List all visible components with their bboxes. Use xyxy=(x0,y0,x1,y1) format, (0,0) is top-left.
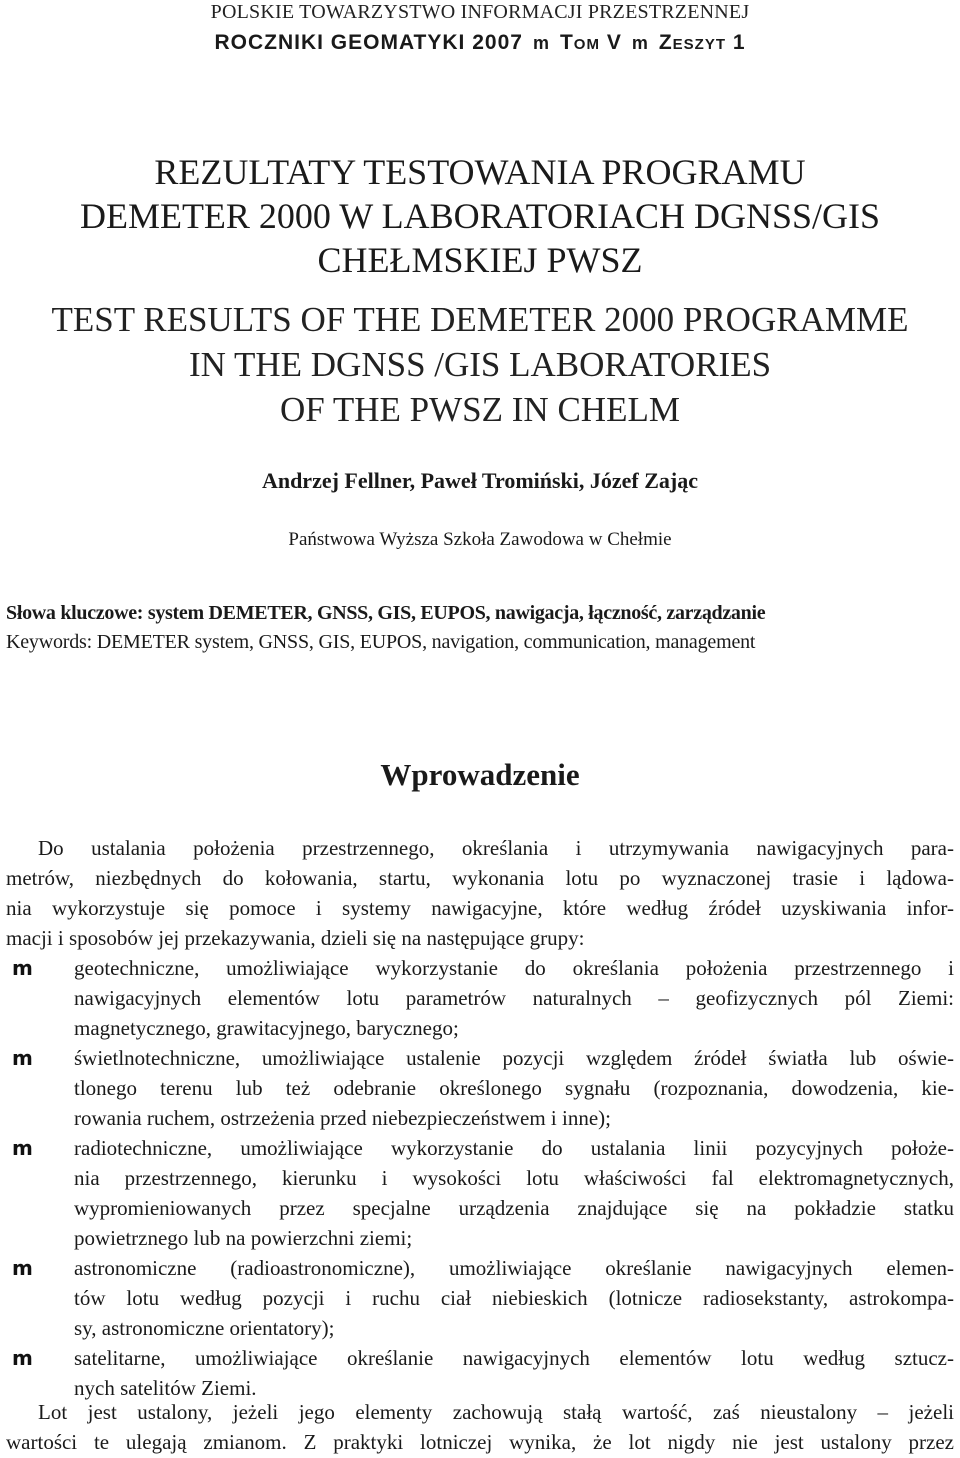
list-item-line: astronomiczne (radioastronomiczne), umożliwiające określanie nawigacyjnych elemen- xyxy=(74,1256,954,1280)
list-item-line: powietrznego lub na powierzchni ziemi; xyxy=(74,1226,413,1250)
list-item-line: rowania ruchem, ostrzeżenia przed niebezpieczeństwem i inne); xyxy=(74,1106,611,1130)
list-item-line: wypromieniowanych przez specjalne urządzenia znajdujące się na pokładzie statku xyxy=(74,1196,954,1220)
title-english xyxy=(0,297,960,432)
list-item-line: geotechniczne, umożliwiające wykorzystanie do określania położenia przestrzennego i xyxy=(74,956,954,980)
bullet-list xyxy=(6,953,954,1403)
list-item-line: tów lotu według pozycji i ruchu ciał niebieskich (lotnicze radiosekstanty, astrokompa- xyxy=(74,1286,954,1310)
separator-bullet-icon: m xyxy=(631,33,649,53)
list-item xyxy=(6,1133,954,1253)
bullet-icon: m xyxy=(12,956,33,980)
closing-paragraph xyxy=(6,1397,954,1457)
list-item-line: sy, astronomiczne orientatory); xyxy=(74,1316,335,1340)
affiliation: Państwowa Wyższa Szkoła Zawodowa w Chełmie xyxy=(288,529,672,550)
volume-label-initial: T xyxy=(559,31,574,54)
paragraph-line: Do ustalania położenia przestrzennego, określania i utrzymywania nawigacyjnych para- xyxy=(38,836,954,860)
list-item xyxy=(6,1343,954,1403)
intro-paragraph xyxy=(6,833,954,953)
bullet-icon: m xyxy=(12,1046,33,1070)
paragraph-line: wartości te ulegają zmianom. Z praktyki lotniczej wynika, że lot nigdy nie jest ustalony przez xyxy=(6,1430,954,1454)
journal-header xyxy=(0,30,960,58)
keywords-polish: Słowa kluczowe: system DEMETER, GNSS, GIS, EUPOS, nawigacja, łączność, zarządzanie xyxy=(6,602,766,624)
section-heading: Wprowadzenie xyxy=(380,757,580,792)
issue-number: 1 xyxy=(732,31,746,54)
volume-label-rest: OM xyxy=(573,36,600,53)
keywords-english: Keywords: DEMETER system, GNSS, GIS, EUPOS, navigation, communication, management xyxy=(6,631,756,653)
title-line: CHEŁMSKIEJ PWSZ xyxy=(317,240,643,280)
paragraph-line: Lot jest ustalony, jeżeli jego elementy zachowują stałą wartość, zaś nieustalony – jeżeli xyxy=(38,1400,954,1424)
list-item xyxy=(6,1253,954,1343)
list-item-line: świetlnotechniczne, umożliwiające ustalenie pozycji względem źródeł światła lub oświe- xyxy=(74,1046,954,1070)
title-line: IN THE DGNSS /GIS LABORATORIES xyxy=(188,345,772,384)
title-line: OF THE PWSZ IN CHELM xyxy=(280,390,680,429)
title-polish xyxy=(0,150,960,282)
bullet-icon: m xyxy=(12,1136,33,1160)
issue-label-initial: Z xyxy=(658,31,673,54)
paragraph-line: metrów, niezbędnych do kołowania, startu, wykonania lotu po wyznaczonej trasie i lądowa- xyxy=(6,866,954,890)
journal-name: ROCZNIKI GEOMATYKI 2007 xyxy=(214,31,523,54)
paragraph-line: nia wykorzystuje się pomoce i systemy nawigacyjne, które według źródeł uzyskiwania infor- xyxy=(6,896,954,920)
list-item xyxy=(6,953,954,1043)
list-item-line: radiotechniczne, umożliwiające wykorzystanie do ustalania linii pozycyjnych położe- xyxy=(74,1136,954,1160)
bullet-icon: m xyxy=(12,1346,33,1370)
bullet-icon: m xyxy=(12,1256,33,1280)
separator-bullet-icon: m xyxy=(532,33,550,53)
volume-number: V xyxy=(606,31,622,54)
title-line: DEMETER 2000 W LABORATORIACH DGNSS/GIS xyxy=(79,196,881,236)
paragraph-line: macji i sposobów jej przekazywania, dzieli się na następujące grupy: xyxy=(6,926,585,950)
list-item-line: nych satelitów Ziemi. xyxy=(74,1376,257,1400)
list-item-line: nia przestrzennego, kierunku i wysokości lotu właściwości fal elektromagnetycznych, xyxy=(74,1166,954,1190)
list-item-line: nawigacyjnych elementów lotu parametrów naturalnych – geofizycznych pól Ziemi: xyxy=(74,986,954,1010)
issue-label-rest: ESZYT xyxy=(672,36,727,53)
list-item-line: magnetycznego, grawitacyjnego, barycznego; xyxy=(74,1016,459,1040)
society-name: POLSKIE TOWARZYSTWO INFORMACJI PRZESTRZENNEJ xyxy=(210,1,750,23)
list-item xyxy=(6,1043,954,1133)
authors: Andrzej Fellner, Paweł Tromiński, Józef Zając xyxy=(261,468,699,493)
list-item-line: satelitarne, umożliwiające określanie nawigacyjnych elementów lotu według sztucz- xyxy=(74,1346,954,1370)
list-item-line: tlonego terenu lub też odebranie określonego sygnału (rozpoznania, dowodzenia, kie- xyxy=(74,1076,954,1100)
title-line: REZULTATY TESTOWANIA PROGRAMU xyxy=(154,152,806,192)
title-line: TEST RESULTS OF THE DEMETER 2000 PROGRAMME xyxy=(51,300,909,339)
